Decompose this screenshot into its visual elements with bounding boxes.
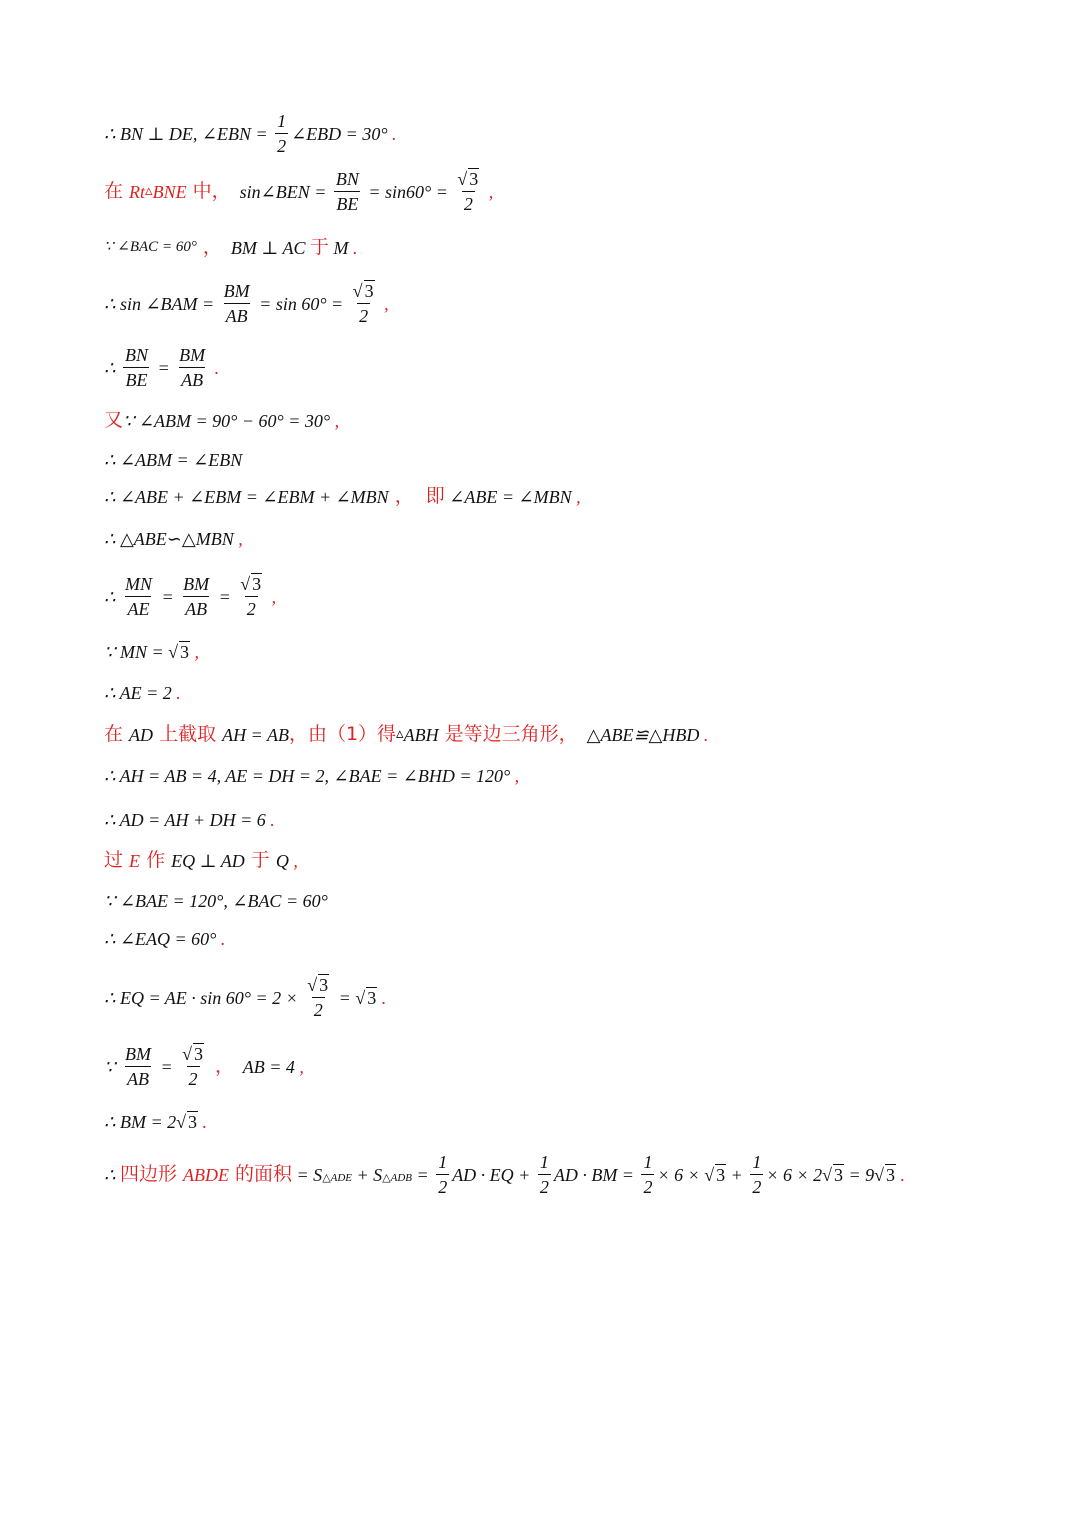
fraction-numerator: 1 [752, 1152, 762, 1172]
math-text: , [288, 850, 298, 871]
math-text: ABH [403, 724, 439, 745]
solution-line-19 [104, 976, 386, 1019]
square-root: √ 3 [822, 1164, 843, 1185]
math-text: AD · EQ + [452, 1164, 535, 1185]
math-text: , [294, 1056, 304, 1077]
solution-line-7 [104, 451, 242, 469]
math-text: ∴ sin ∠BAM = [104, 293, 219, 314]
sqrt-radicand: 3 [469, 169, 479, 189]
math-text: BNE [152, 181, 187, 202]
fraction-denominator: 2 [462, 191, 475, 213]
solution-line-4 [104, 282, 389, 325]
fraction [123, 1045, 153, 1088]
math-text: ∴ AH = AB = 4, AE = DH = 2, ∠BAE = ∠BHD = 120° [104, 766, 511, 786]
fraction [334, 170, 361, 213]
math-text: = [152, 357, 175, 378]
sqrt-radicand: 3 [319, 975, 329, 995]
sqrt-radicand: 3 [194, 1044, 203, 1064]
sqrt-radicand: 3 [180, 642, 189, 662]
math-text: ∴ [104, 1164, 120, 1185]
math-text: ∴ [104, 357, 120, 378]
math-text: ∴ ∠ABM = ∠EBN [104, 450, 243, 470]
math-text: × 6 × 2 [766, 1164, 823, 1185]
chinese-text: ， 即 [388, 485, 445, 507]
chinese-text: 又 [104, 409, 124, 431]
math-text: = [155, 1056, 178, 1077]
chinese-text: 上截取 [153, 723, 223, 745]
math-text: + [726, 1164, 748, 1185]
chinese-text: ， [196, 236, 222, 258]
math-text: ABDE [183, 1164, 229, 1185]
chinese-text: 作 [140, 849, 172, 871]
fraction-denominator: 2 [750, 1174, 763, 1196]
math-text: Q [275, 850, 289, 871]
math-text: ∵ ∠BAC = 60° [104, 239, 197, 255]
fraction [275, 112, 288, 155]
math-text: M [328, 237, 349, 258]
math-text: AH = AB [222, 724, 289, 745]
math-text: AD [129, 724, 154, 745]
fraction [538, 1153, 551, 1196]
math-text: , [330, 410, 340, 431]
fraction-numerator: MN [124, 574, 152, 594]
chinese-text: 四边形 [119, 1163, 183, 1185]
square-root: √ 3 [176, 1112, 197, 1132]
math-text: E [129, 850, 141, 871]
math-text: , [484, 181, 494, 202]
math-text: ∴ BN ⊥ DE, ∠EBN = [104, 123, 273, 144]
sqrt-radicand: 3 [364, 281, 374, 301]
fraction-denominator: AB [183, 596, 209, 618]
solution-line-21 [104, 1113, 207, 1131]
math-text: ∵ ∠ABM = 90° − 60° = 30° [123, 410, 331, 431]
math-text: × 6 × [657, 1164, 705, 1185]
fraction-denominator: BE [123, 367, 149, 389]
math-text: . [265, 810, 275, 830]
solution-line-15 [104, 811, 275, 829]
math-text: = [334, 987, 356, 1008]
solution-line-10 [104, 575, 276, 618]
fraction-numerator: √ 3 [182, 1044, 203, 1064]
math-text: BM ⊥ AC [221, 237, 310, 258]
math-text: ∴ BM = 2 [104, 1112, 177, 1132]
math-text: = S [292, 1164, 323, 1185]
math-text: ∵ MN = [104, 642, 169, 662]
math-text: Rt [129, 181, 146, 202]
chinese-text: 在 [104, 723, 130, 745]
fraction-numerator: √ 3 [352, 281, 374, 301]
solution-line-9 [104, 530, 243, 548]
math-text: . [171, 683, 181, 703]
fraction [181, 575, 211, 618]
math-text: ∴ EQ = AE · sin 60° = 2 × [104, 987, 303, 1008]
chinese-text: 的面积 [228, 1163, 293, 1185]
solution-line-1 [104, 112, 397, 155]
chinese-text: 中， [186, 180, 231, 202]
math-text: . [348, 237, 358, 258]
sqrt-radicand: 3 [367, 987, 377, 1008]
fraction-denominator: AB [125, 1066, 151, 1088]
fraction [305, 976, 331, 1019]
math-text: , [510, 766, 520, 786]
math-text: ∴ △ABE∽△MBN [104, 529, 234, 549]
chinese-text: 于 [244, 849, 276, 871]
fraction-numerator: √ 3 [307, 975, 329, 995]
fraction-numerator: BM [179, 345, 206, 365]
fraction-denominator: 2 [187, 1066, 200, 1088]
solution-line-3 [104, 238, 357, 257]
fraction-denominator: 2 [538, 1174, 551, 1196]
subscript: △ADB [382, 1172, 413, 1184]
math-text: ∠EBD = 30° [291, 123, 388, 144]
math-text: ▵ [145, 183, 153, 199]
solution-line-5 [104, 346, 219, 389]
fraction-numerator: 1 [277, 111, 287, 131]
math-text: AD · BM = [553, 1164, 639, 1185]
fraction-denominator: 2 [312, 997, 325, 1019]
sqrt-radicand: 3 [252, 574, 262, 594]
fraction-denominator: AB [179, 367, 205, 389]
sqrt-radicand: 3 [716, 1164, 726, 1185]
math-text: ∵ ∠BAE = 120°, ∠BAC = 60° [104, 891, 328, 911]
math-text: ∴ ∠ABE + ∠EBM = ∠EBM + ∠MBN [104, 486, 389, 507]
math-text: AB = 4 [234, 1056, 295, 1077]
fraction-numerator: √ 3 [457, 169, 479, 189]
fraction [222, 282, 252, 325]
fraction-denominator: BE [334, 191, 360, 213]
fraction [455, 170, 481, 213]
math-text: = [156, 586, 179, 607]
fraction-denominator: AB [224, 303, 250, 325]
math-text: , [571, 486, 581, 507]
solution-line-11 [104, 643, 199, 661]
sqrt-radicand: 3 [886, 1164, 896, 1185]
chinese-text: 于 [309, 236, 329, 258]
math-text: , [233, 529, 243, 549]
square-root: √ 3 [704, 1164, 726, 1185]
math-text: ∠ABE = ∠MBN [444, 486, 572, 507]
solution-line-20 [104, 1045, 304, 1088]
math-text: . [377, 987, 387, 1008]
fraction-denominator: 2 [357, 303, 370, 325]
math-text: ∴ AD = AH + DH = 6 [104, 810, 266, 830]
math-text: . [216, 929, 226, 949]
fraction-numerator: BM [223, 281, 250, 301]
fraction-numerator: BM [183, 574, 210, 594]
math-text: , [190, 642, 199, 662]
chinese-text: ，由（1）得 [288, 723, 397, 745]
math-text: = [214, 586, 236, 607]
solution-line-8 [104, 487, 581, 506]
fraction-numerator: BM [124, 1044, 151, 1064]
math-text: ∴ ∠EAQ = 60° [104, 929, 217, 949]
solution-line-14 [104, 767, 519, 785]
chinese-text: ， [209, 1055, 235, 1077]
math-text: , [379, 293, 389, 314]
fraction [123, 346, 150, 389]
sqrt-radicand: 3 [834, 1164, 843, 1185]
math-text: = sin 60° = [254, 293, 348, 314]
math-text: ▵ [396, 726, 404, 742]
fraction-numerator: √ 3 [240, 574, 262, 594]
fraction-denominator: 2 [275, 133, 288, 155]
fraction [238, 575, 264, 618]
math-text: . [387, 123, 397, 144]
math-text: = [412, 1164, 434, 1185]
fraction [641, 1153, 654, 1196]
fraction-numerator: BN [124, 345, 148, 365]
fraction-numerator: 1 [539, 1152, 549, 1172]
solution-line-2 [104, 170, 493, 213]
solution-line-13 [104, 725, 708, 744]
math-text: . [896, 1164, 906, 1185]
math-text: ∴ [104, 586, 120, 607]
fraction [123, 575, 154, 618]
math-text: , [267, 586, 277, 607]
fraction [351, 282, 377, 325]
math-text: + S [352, 1164, 383, 1185]
fraction-numerator: 1 [438, 1152, 448, 1172]
solution-line-16 [104, 851, 298, 870]
math-text: . [210, 357, 220, 378]
square-root: √ 3 [874, 1164, 896, 1185]
sqrt-radicand: 3 [187, 1112, 197, 1132]
math-text: = 9 [844, 1164, 875, 1185]
solution-line-22 [104, 1153, 905, 1196]
fraction [750, 1153, 763, 1196]
solution-line-6 [104, 411, 339, 430]
fraction [436, 1153, 449, 1196]
math-text: = sin60° = [363, 181, 453, 202]
fraction-numerator: 1 [643, 1152, 653, 1172]
solution-line-17 [104, 892, 328, 910]
math-text: . [699, 724, 709, 745]
chinese-text: 在 [104, 180, 130, 202]
solution-line-12 [104, 684, 181, 702]
fraction-denominator: AE [125, 596, 151, 618]
fraction [180, 1045, 206, 1088]
chinese-text: 是等边三角形， [438, 723, 578, 745]
fraction-numerator: BN [335, 169, 359, 189]
math-text: △ABE≌△HBD [577, 724, 700, 745]
fraction-denominator: 2 [245, 596, 258, 618]
math-text: sin∠BEN = [230, 181, 331, 202]
square-root: √ 3 [168, 642, 189, 662]
fraction [177, 346, 207, 389]
subscript: △ADE [322, 1172, 353, 1184]
math-text: EQ ⊥ AD [171, 850, 245, 871]
square-root: √ 3 [355, 987, 377, 1008]
math-text: ∵ [104, 1056, 120, 1077]
math-text: . [197, 1112, 207, 1132]
chinese-text: 过 [104, 849, 130, 871]
solution-line-18 [104, 930, 225, 948]
math-text: ∴ AE = 2 [104, 683, 172, 703]
fraction-denominator: 2 [436, 1174, 449, 1196]
fraction-denominator: 2 [641, 1174, 654, 1196]
